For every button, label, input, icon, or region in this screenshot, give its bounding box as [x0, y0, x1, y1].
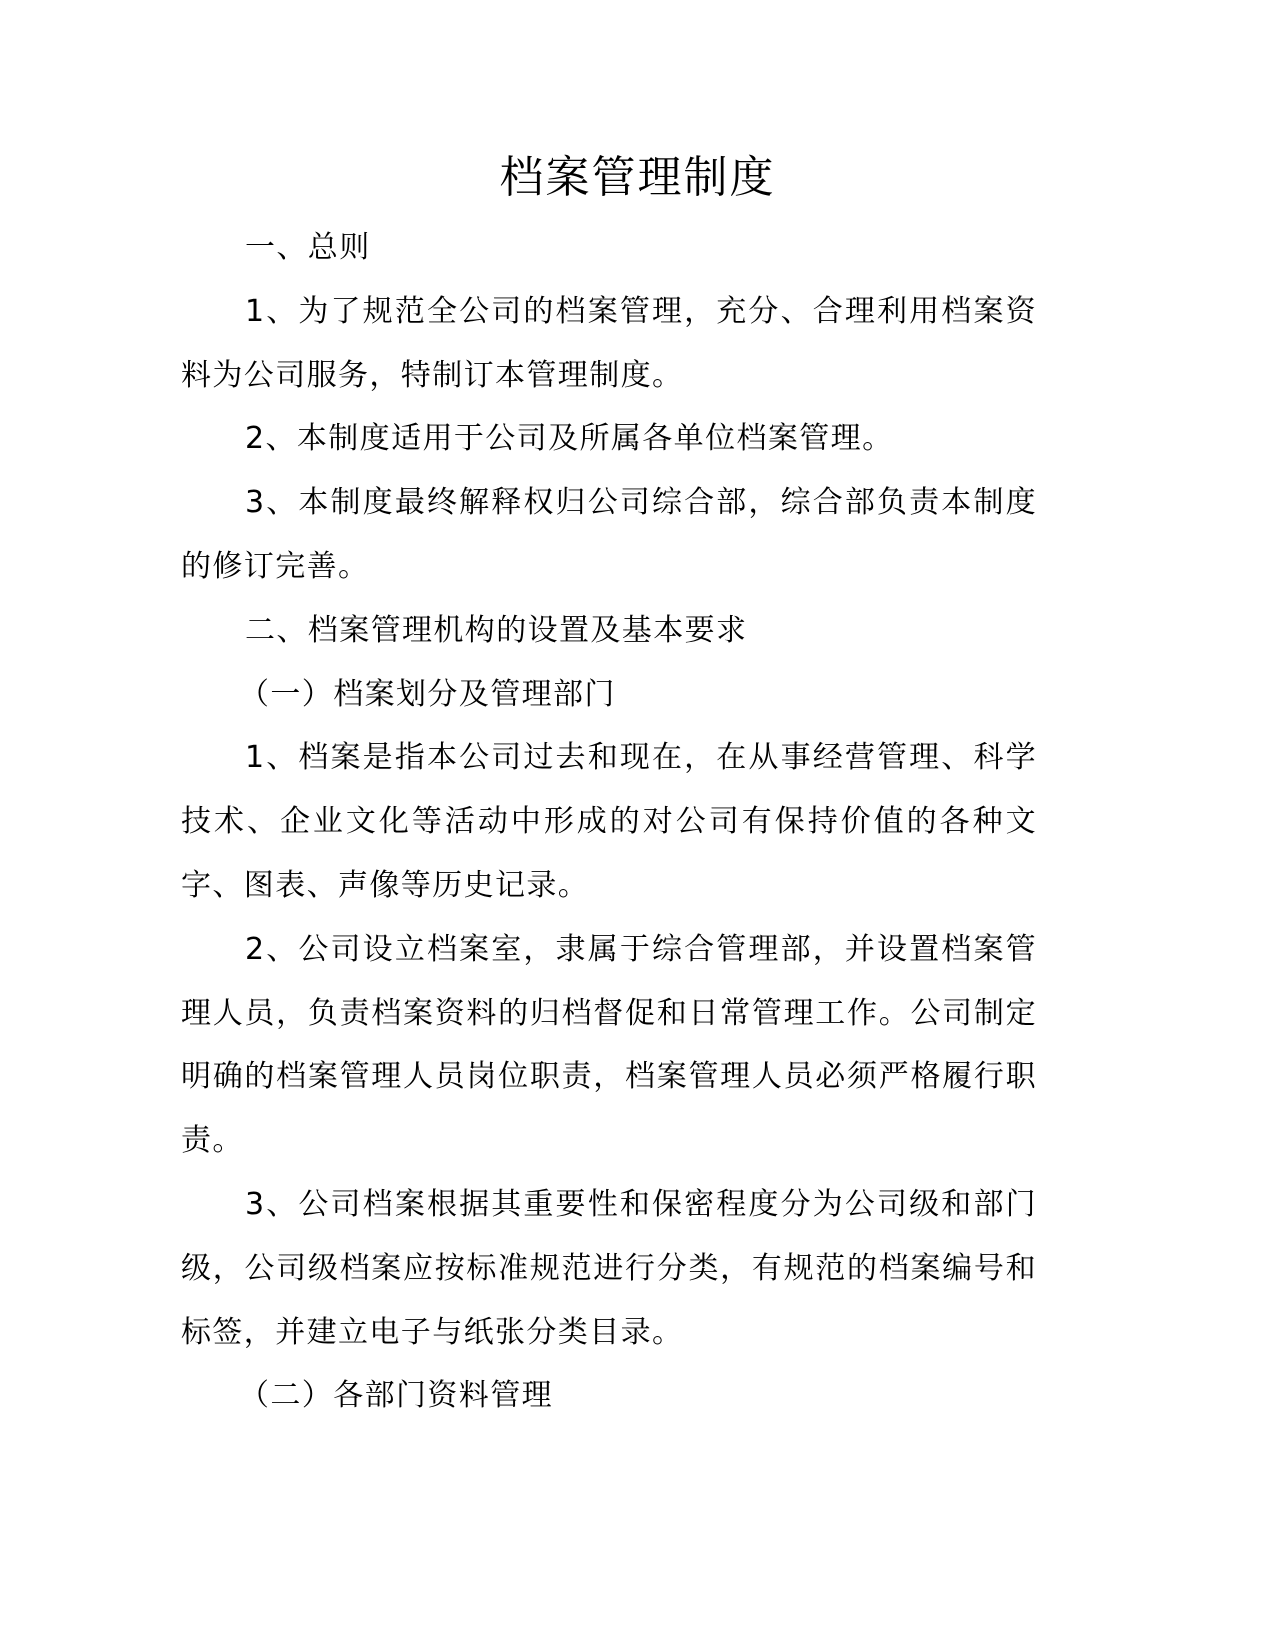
document-title: 档案管理制度	[499, 152, 776, 203]
paragraph: 2、本制度适用于公司及所属各单位档案管理。	[245, 421, 894, 457]
section-heading-organization: 二、档案管理机构的设置及基本要求	[245, 612, 748, 648]
paragraph: 3、公司档案根据其重要性和保密程度分为公司级和部门级，公司级档案应按标准规范进行分类，有规范的档案编号和标签，并建立电子与纸张分类目录。	[181, 1186, 1037, 1350]
section-heading-general: 一、总则	[245, 230, 371, 265]
paragraph: 2、公司设立档案室，隶属于综合管理部，并设置档案管理人员，负责档案资料的归档督促和日常管理工作。公司制定明确的档案管理人员岗位职责，档案管理人员必须严格履行职责。	[181, 931, 1037, 1159]
document-body	[181, 216, 1037, 1428]
paragraph: 3、本制度最终解释权归公司综合部，综合部负责本制度的修订完善。	[181, 485, 1037, 584]
subsection-heading-department-materials: （二）各部门资料管理	[239, 1378, 553, 1414]
paragraph: 1、档案是指本公司过去和现在，在从事经营管理、科学技术、企业文化等活动中形成的对公司有保持价值的各种文字、图表、声像等历史记录。	[181, 740, 1037, 903]
paragraph: 1、为了规范全公司的档案管理，充分、合理利用档案资料为公司服务，特制订本管理制度。	[181, 293, 1037, 393]
subsection-heading-archive-division: （一）档案划分及管理部门	[239, 676, 616, 712]
